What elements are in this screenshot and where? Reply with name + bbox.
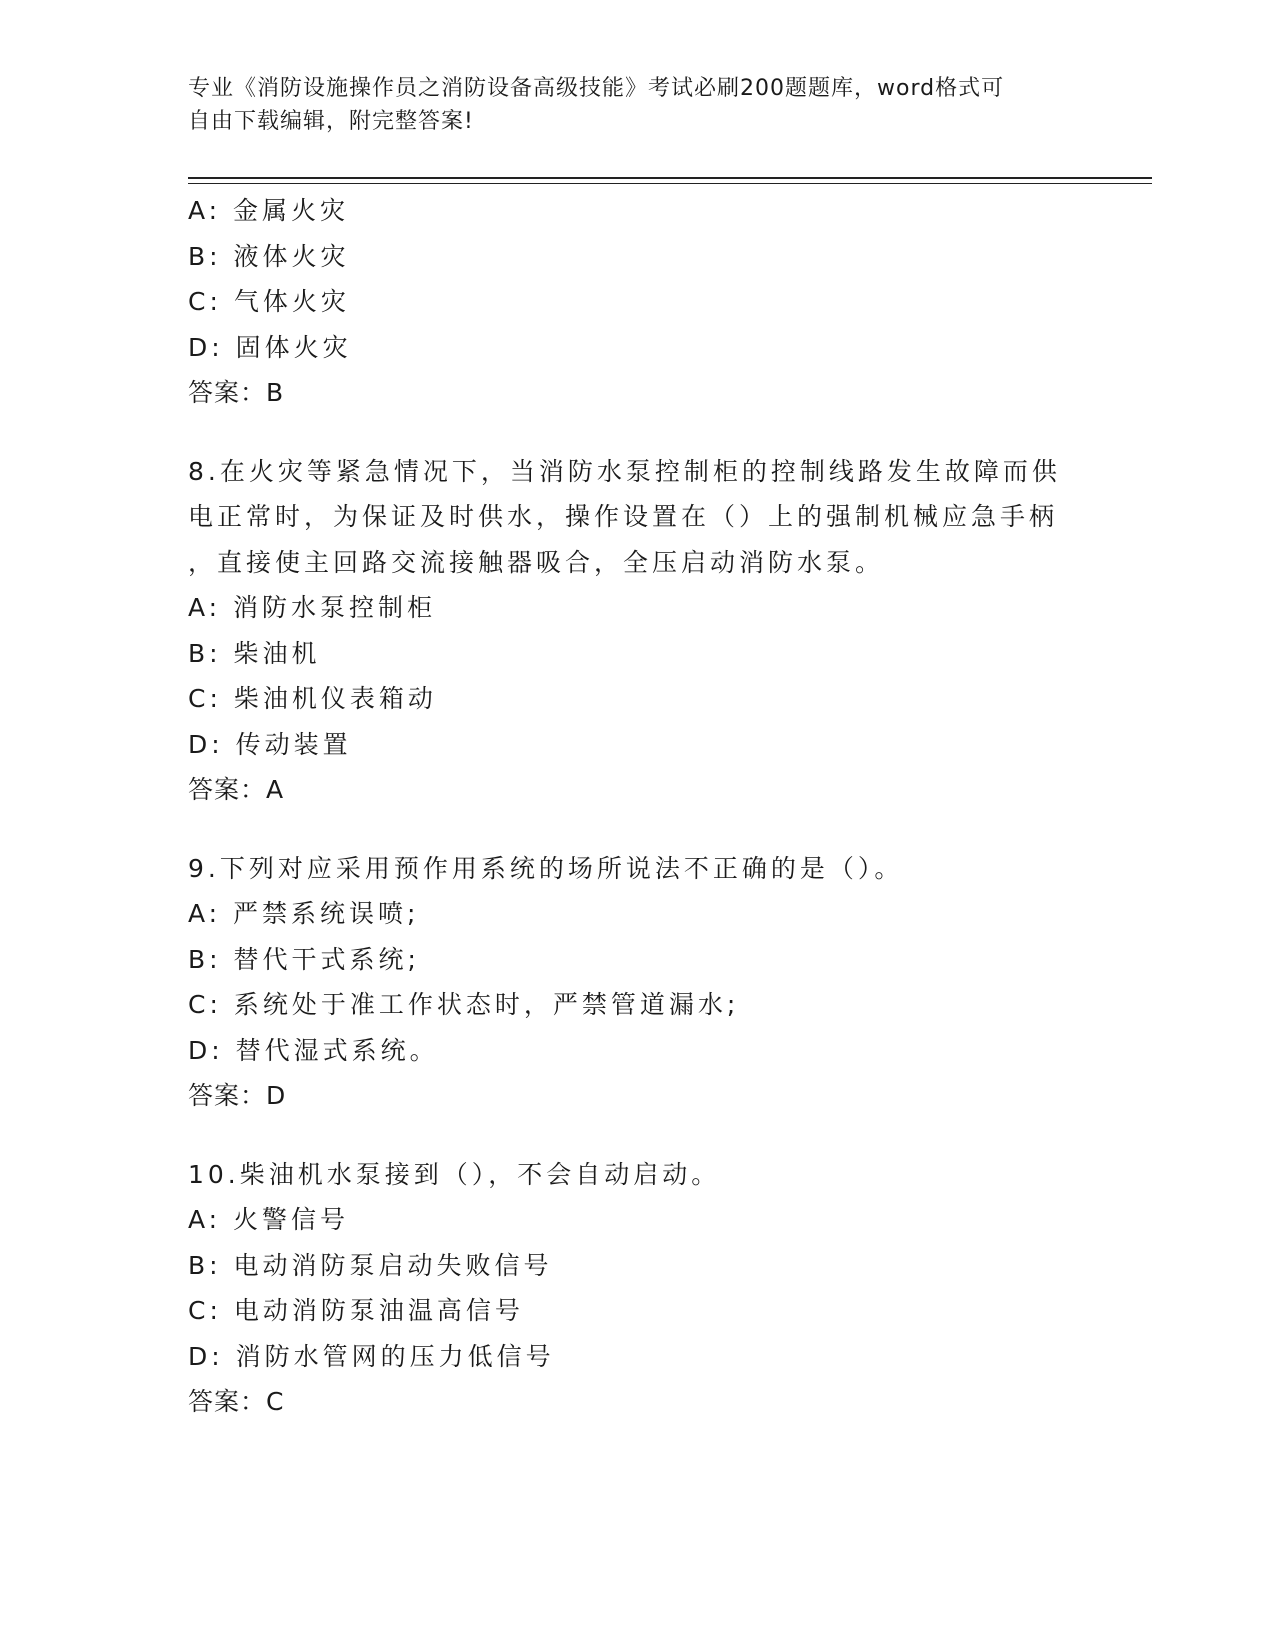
question-list — [188, 188, 1088, 1425]
answer: 答案：C — [188, 1387, 285, 1416]
question-text: 9.下列对应采用预作用系统的场所说法不正确的是（）。 — [188, 853, 904, 883]
header-title-line-2: 自由下载编辑，附完整答案! — [188, 109, 474, 134]
answer: 答案：D — [188, 1081, 287, 1110]
option-b: B: 电动消防泵启动失败信号 — [188, 1250, 553, 1280]
spacer — [188, 416, 1088, 449]
option-c: C: 系统处于准工作状态时，严禁管道漏水; — [188, 990, 740, 1019]
question-8 — [188, 449, 1088, 813]
option-a: A: 金属火灾 — [188, 196, 350, 225]
option-b: B: 液体火灾 — [188, 241, 350, 271]
spacer — [188, 1119, 1088, 1152]
header-title-line-1: 专业《消防设施操作员之消防设备高级技能》考试必刷200题题库，word格式可 — [188, 76, 1005, 101]
answer: 答案：A — [188, 775, 285, 804]
option-a: A: 火警信号 — [188, 1205, 350, 1234]
spacer — [188, 813, 1088, 846]
option-a: A: 消防水泵控制柜 — [188, 593, 437, 622]
option-d: D: 替代湿式系统。 — [188, 1035, 439, 1065]
header-divider-thin — [188, 183, 1152, 184]
question-text: 10.柴油机水泵接到（），不会自动启动。 — [188, 1159, 721, 1189]
option-c: C: 电动消防泵油温高信号 — [188, 1296, 524, 1325]
document-header — [188, 72, 1068, 138]
option-b: B: 柴油机 — [188, 638, 321, 668]
option-b: B: 替代干式系统; — [188, 944, 420, 974]
option-a: A: 严禁系统误喷; — [188, 899, 420, 928]
header-divider-thick — [188, 177, 1152, 179]
question-9 — [188, 846, 1088, 1119]
question-text: 8.在火灾等紧急情况下，当消防水泵控制柜的控制线路发生故障而供 — [188, 456, 1061, 486]
answer: 答案：B — [188, 378, 285, 407]
option-c: C: 气体火灾 — [188, 287, 350, 316]
option-c: C: 柴油机仪表箱动 — [188, 684, 437, 713]
question-7 — [188, 188, 1088, 416]
question-10 — [188, 1152, 1088, 1425]
option-d: D: 固体火灾 — [188, 332, 352, 362]
question-text: 电正常时，为保证及时供水，操作设置在（）上的强制机械应急手柄 — [188, 502, 1059, 531]
question-text: ，直接使主回路交流接触器吸合，全压启动消防水泵。 — [188, 547, 885, 577]
option-d: D: 消防水管网的压力低信号 — [188, 1341, 555, 1371]
option-d: D: 传动装置 — [188, 729, 352, 759]
